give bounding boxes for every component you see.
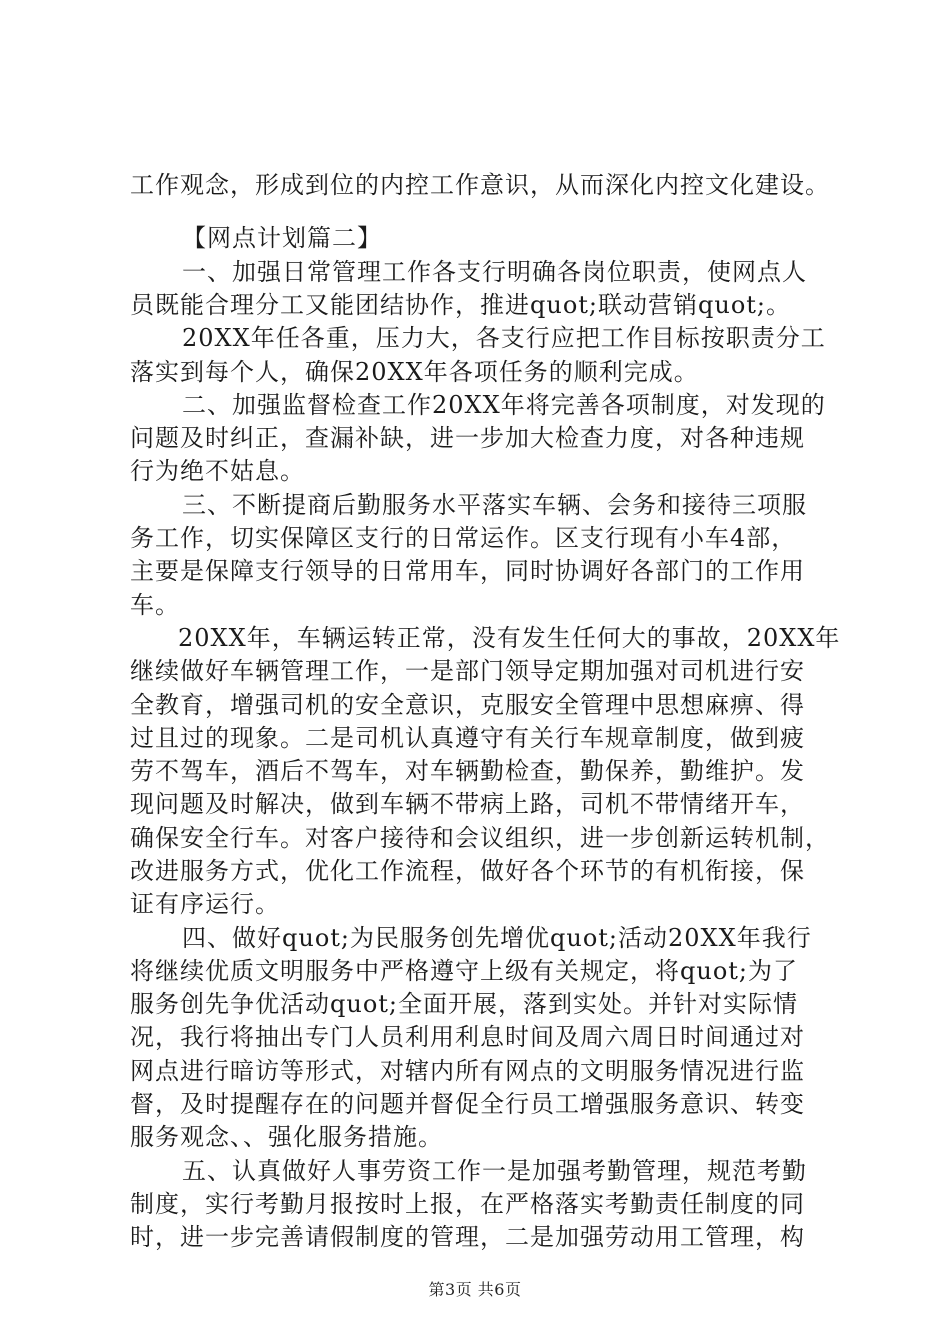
text-line: 督，及时提醒存在的问题并督促全行员工增强服务意识、转变	[130, 1090, 805, 1118]
text-line: 问题及时纠正，查漏补缺，进一步加大检查力度，对各种违规	[130, 424, 805, 452]
text-line: 主要是保障支行领导的日常用车，同时协调好各部门的工作用	[130, 557, 805, 585]
text-line: 车。	[130, 591, 180, 619]
text-line: 二、加强监督检查工作20XX年将完善各项制度，对发现的	[182, 391, 826, 419]
text-line: 20XX年任各重，压力大，各支行应把工作目标按职责分工	[182, 324, 826, 352]
text-line: 服务观念、、强化服务措施。	[130, 1123, 443, 1151]
text-line: 劳不驾车，酒后不驾车，对车辆勤检查，勤保养，勤维护。发	[130, 757, 805, 785]
page-number-footer: 第3页 共6页	[428, 1280, 522, 1299]
text-line: 务工作，切实保障区支行的日常运作。区支行现有小车4部，	[130, 524, 797, 552]
text-line: 落实到每个人，确保20XX年各项任务的顺利完成。	[130, 358, 699, 386]
text-line: 确保安全行车。对客户接待和会议组织，进一步创新运转机制，	[130, 824, 830, 852]
section-heading: 【网点计划篇二】	[182, 224, 382, 252]
text-line: 员既能合理分工又能团结协作，推进quot;联动营销quot;。	[130, 291, 791, 319]
text-line: 20XX年，车辆运转正常，没有发生任何大的事故，20XX年	[178, 624, 841, 652]
text-line: 网点进行暗访等形式，对辖内所有网点的文明服务情况进行监	[130, 1057, 805, 1085]
text-line: 全教育，增强司机的安全意识，克服安全管理中思想麻痹、得	[130, 691, 805, 719]
text-line: 证有序运行。	[130, 890, 280, 918]
text-line: 五、认真做好人事劳资工作一是加强考勤管理，规范考勤	[182, 1157, 807, 1185]
text-line: 改进服务方式，优化工作流程，做好各个环节的有机衔接，保	[130, 857, 805, 885]
text-line: 时，进一步完善请假制度的管理，二是加强劳动用工管理，构	[130, 1223, 805, 1251]
text-line: 过且过的现象。二是司机认真遵守有关行车规章制度，做到疲	[130, 724, 805, 752]
text-line: 工作观念，形成到位的内控工作意识，从而深化内控文化建设。	[130, 171, 830, 199]
text-line: 况，我行将抽出专门人员利用利息时间及周六周日时间通过对	[130, 1023, 805, 1051]
text-line: 制度，实行考勤月报按时上报，在严格落实考勤责任制度的同	[130, 1190, 805, 1218]
text-line: 三、不断提商后勤服务水平落实车辆、会务和接待三项服	[182, 491, 807, 519]
text-line: 一、加强日常管理工作各支行明确各岗位职责，使网点人	[182, 258, 807, 286]
text-line: 四、做好quot;为民服务创先增优quot;活动20XX年我行	[182, 924, 812, 952]
text-line: 服务创先争优活动quot;全面开展，落到实处。并针对实际情	[130, 990, 798, 1018]
text-line: 行为绝不姑息。	[130, 457, 305, 485]
text-line: 现问题及时解决，做到车辆不带病上路，司机不带情绪开车，	[130, 790, 805, 818]
text-line: 继续做好车辆管理工作，一是部门领导定期加强对司机进行安	[130, 657, 805, 685]
text-line: 将继续优质文明服务中严格遵守上级有关规定，将quot;为了	[130, 957, 798, 985]
